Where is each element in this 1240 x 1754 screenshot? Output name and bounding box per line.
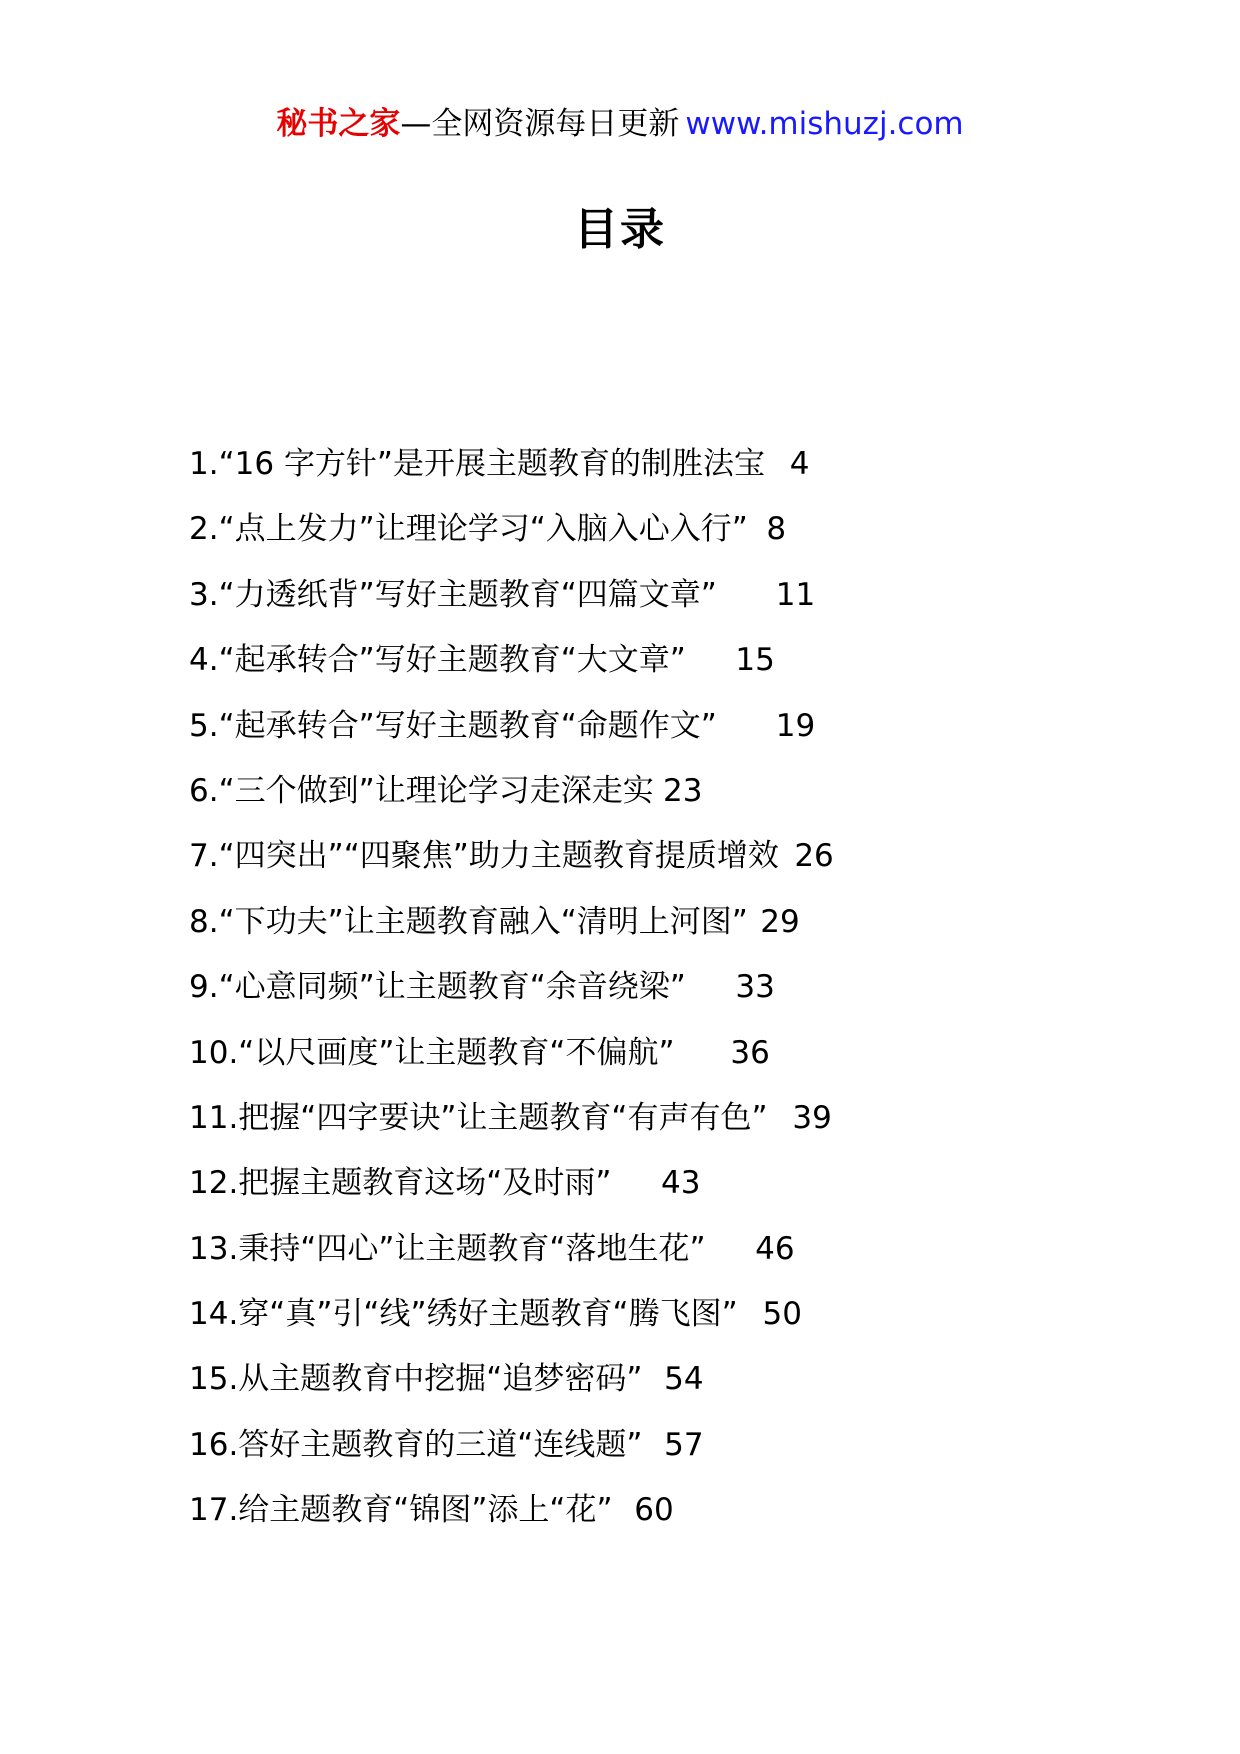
- toc-entry-page-number: 19: [775, 707, 816, 744]
- toc-entry-title: 2.“点上发力”让理论学习“入脑入心入行”: [189, 511, 748, 548]
- toc-entry-page-number: 29: [760, 903, 800, 940]
- toc-entry-title: 12.把握主题教育这场“及时雨”: [189, 1165, 612, 1202]
- toc-entry-page-number: 4: [789, 446, 810, 482]
- toc-entry[interactable]: [189, 497, 1189, 562]
- toc-entry-page-number: 60: [634, 1492, 674, 1529]
- toc-entry-title: 13.秉持“四心”让主题教育“落地生花”: [189, 1230, 706, 1267]
- toc-entry-page-number: 23: [663, 772, 703, 809]
- toc-entry-page-number: 39: [792, 1099, 832, 1136]
- toc-entry-page-number: 15: [735, 642, 775, 679]
- toc-entry-page-number: 8: [766, 511, 787, 548]
- toc-entry-page-number: 43: [661, 1165, 701, 1202]
- toc-entry-title: 5.“起承转合”写好主题教育“命题作文”: [189, 707, 717, 744]
- toc-entry[interactable]: [189, 1086, 1189, 1151]
- toc-entry[interactable]: [189, 824, 1189, 889]
- toc-entry[interactable]: [189, 1347, 1189, 1412]
- toc-entry[interactable]: [189, 563, 1189, 628]
- toc-entry-title: 3.“力透纸背”写好主题教育“四篇文章”: [189, 576, 717, 613]
- toc-entry[interactable]: [189, 694, 1189, 759]
- toc-entry-title: 17.给主题教育“锦图”添上“花”: [189, 1492, 613, 1529]
- toc-entry[interactable]: [189, 1478, 1189, 1543]
- toc-entry-title: 15.从主题教育中挖掘“追梦密码”: [189, 1361, 643, 1398]
- toc-entry[interactable]: [189, 1217, 1189, 1282]
- table-of-contents: [189, 432, 1189, 1544]
- toc-entry[interactable]: [189, 890, 1189, 955]
- toc-entry-title: 11.把握“四字要诀”让主题教育“有声有色”: [189, 1099, 768, 1136]
- brand-name: 秘书之家: [276, 106, 401, 142]
- page-title: 目录: [574, 204, 666, 255]
- toc-entry-page-number: 57: [664, 1426, 704, 1463]
- toc-entry[interactable]: [189, 1413, 1189, 1478]
- toc-entry-title: 9.“心意同频”让主题教育“余音绕梁”: [189, 969, 686, 1006]
- toc-entry-title: 1.“16 字方针”是开展主题教育的制胜法宝: [189, 446, 765, 482]
- toc-entry-page-number: 11: [775, 576, 816, 613]
- site-url-link[interactable]: www.mishuzj.com: [685, 106, 964, 142]
- toc-entry-page-number: 26: [794, 838, 834, 875]
- toc-entry-page-number: 50: [762, 1296, 802, 1333]
- toc-entry[interactable]: [189, 955, 1189, 1020]
- toc-entry[interactable]: [189, 628, 1189, 693]
- toc-entry-title: 10.“以尺画度”让主题教育“不偏航”: [189, 1034, 675, 1071]
- site-header: [0, 104, 1240, 144]
- toc-entry[interactable]: [189, 1282, 1189, 1347]
- toc-entry[interactable]: [189, 1151, 1189, 1216]
- toc-entry[interactable]: [189, 432, 1189, 497]
- site-tagline: —全网资源每日更新: [400, 106, 680, 142]
- toc-entry[interactable]: [189, 1021, 1189, 1086]
- toc-entry-title: 8.“下功夫”让主题教育融入“清明上河图”: [189, 903, 748, 940]
- toc-entry-page-number: 46: [755, 1230, 795, 1267]
- toc-entry-page-number: 36: [730, 1034, 770, 1071]
- toc-entry-title: 16.答好主题教育的三道“连线题”: [189, 1426, 643, 1463]
- toc-entry-title: 6.“三个做到”让理论学习走深走实: [189, 772, 654, 809]
- toc-entry-page-number: 33: [735, 969, 775, 1006]
- toc-entry-title: 4.“起承转合”写好主题教育“大文章”: [189, 642, 686, 679]
- toc-entry[interactable]: [189, 759, 1189, 824]
- toc-entry-page-number: 54: [664, 1361, 704, 1398]
- toc-entry-title: 7.“四突出”“四聚焦”助力主题教育提质增效: [189, 838, 779, 875]
- toc-entry-title: 14.穿“真”引“线”绣好主题教育“腾飞图”: [189, 1296, 738, 1333]
